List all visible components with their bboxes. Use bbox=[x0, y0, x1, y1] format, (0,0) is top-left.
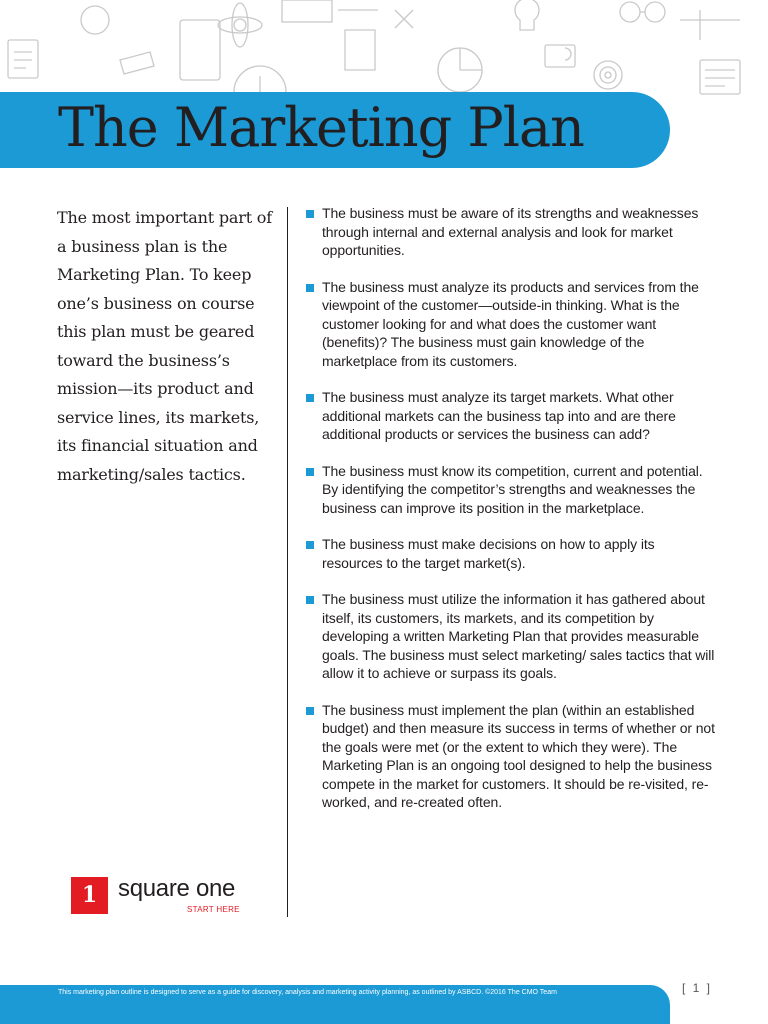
bullet-text: The business must make decisions on how to apply its resources to the target market(s). bbox=[322, 536, 655, 571]
bullet-item bbox=[306, 278, 716, 371]
bullet-square-icon bbox=[306, 394, 314, 402]
bullet-square-icon bbox=[306, 596, 314, 604]
bullet-text: The business must implement the plan (within an established budget) and then measure its success in terms of whether or not the goals were met (or the extent to which they were). The Marketing Plan is an ongoing tool designed to help the business compete in the market for customers. It should be re-visited, re-worked, and re-created often. bbox=[322, 701, 715, 810]
page-title: The Marketing Plan bbox=[58, 96, 584, 159]
bullet-square-icon bbox=[306, 541, 314, 549]
doodle-coffee-icon bbox=[81, 6, 109, 34]
intro-paragraph: The most important part of a business plan is the Marketing Plan. To keep one’s business on course this plan must be geared toward the business’s mission—its product and service lines, its markets, its financial situation and marketing/sales tactics. bbox=[57, 208, 272, 484]
bullet-square-icon bbox=[306, 210, 314, 218]
doodle-atom-icon bbox=[234, 19, 246, 31]
doodle-lightbulb-icon bbox=[515, 0, 539, 30]
logo-name: square one bbox=[118, 875, 236, 902]
bullet-item bbox=[306, 204, 716, 260]
bullet-item bbox=[306, 462, 716, 518]
bullet-item bbox=[306, 701, 716, 812]
bullet-item bbox=[306, 590, 716, 683]
logo-tagline: START HERE bbox=[187, 905, 240, 914]
doodle-clipboard-icon bbox=[8, 40, 38, 78]
bullet-text: The business must analyze its target markets. What other additional markets can the business tap into and are there additional products or services the business can add? bbox=[322, 389, 676, 442]
bullet-square-icon bbox=[306, 468, 314, 476]
page-number: [ 1 ] bbox=[681, 981, 712, 995]
bullet-text: The business must be aware of its strengths and weaknesses through internal and external analysis and look for market opportunities. bbox=[322, 205, 699, 258]
column-divider bbox=[287, 207, 288, 917]
footer-note: This marketing plan outline is designed to serve as a guide for discovery, analysis and marketing activity planning, as outlined by ASBCD. ©2016 The CMO Team bbox=[58, 989, 557, 996]
bullet-item bbox=[306, 388, 716, 444]
bullet-square-icon bbox=[306, 707, 314, 715]
doodle-glasses-icon bbox=[620, 2, 640, 22]
bullet-square-icon bbox=[306, 284, 314, 292]
logo-mark: 1 bbox=[71, 877, 108, 914]
doodle-spiral-icon bbox=[594, 61, 622, 89]
bullet-text: The business must analyze its products and services from the viewpoint of the customer—outside-in thinking. What is the customer looking for and what does the customer want (benefits)? The business must gain knowledge of the marketplace from its customers. bbox=[322, 278, 699, 369]
bullet-list bbox=[306, 204, 716, 830]
square-one-logo bbox=[71, 877, 261, 917]
bullet-item bbox=[306, 535, 716, 572]
bullet-text: The business must know its competition, current and potential. By identifying the competitor’s strengths and weaknesses the business can improve its position in the marketplace. bbox=[322, 462, 703, 516]
bullet-text: The business must utilize the information it has gathered about itself, its customers, its markets, and its competition by developing a written Marketing Plan that provides measurable goals. The business must select marketing/ sales tactics that will allow it to achieve or surpass its goals. bbox=[322, 591, 715, 681]
doodle-dollar-icon bbox=[565, 48, 571, 60]
